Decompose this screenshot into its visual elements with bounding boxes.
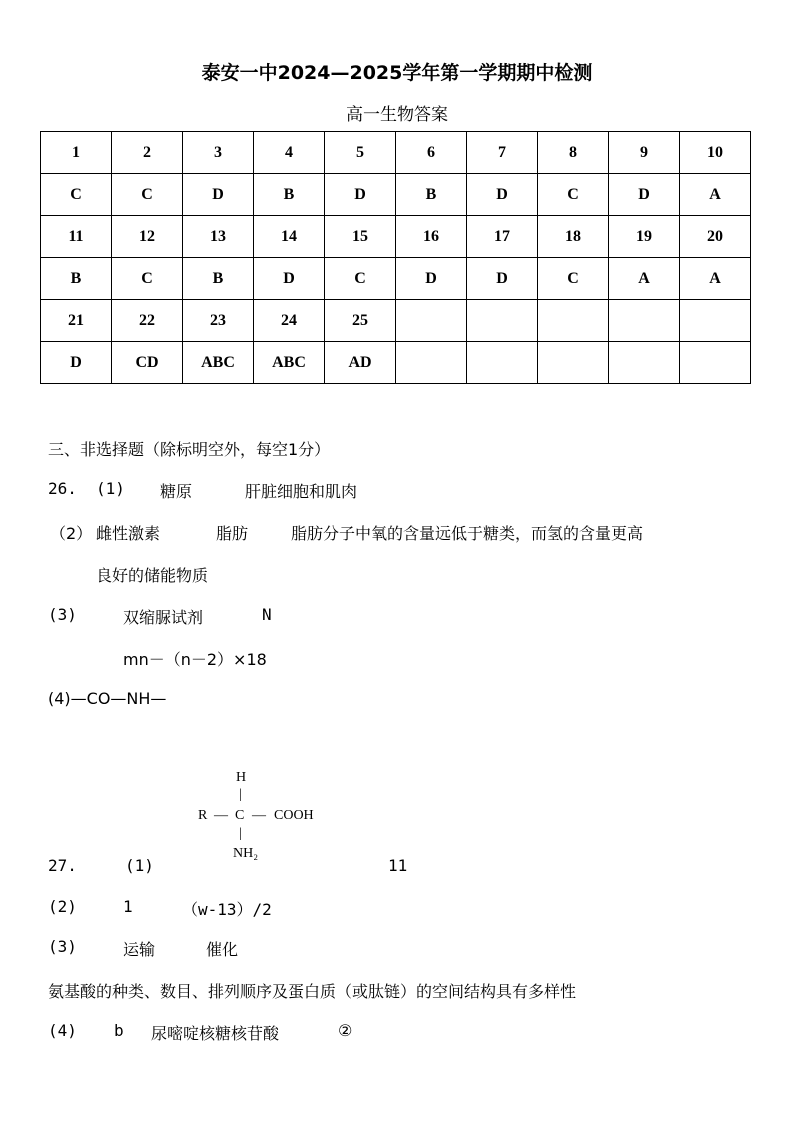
table-cell: 11	[41, 216, 112, 258]
table-cell: C	[112, 258, 183, 300]
page-title: 泰安一中2024—2025学年第一学期期中检测	[201, 62, 593, 84]
q27-part2-label: (2)	[48, 897, 77, 916]
table-cell: B	[41, 258, 112, 300]
table-cell: D	[325, 174, 396, 216]
q26-part3-answer3: mn－（n－2）×18	[123, 650, 267, 669]
table-row	[41, 300, 751, 342]
amino-acid-structure-formula	[196, 770, 336, 870]
table-cell	[609, 300, 680, 342]
table-cell: 19	[609, 216, 680, 258]
formula-bond-left: —	[214, 808, 228, 823]
table-cell: 15	[325, 216, 396, 258]
formula-r: R	[198, 808, 208, 823]
table-cell: A	[680, 258, 751, 300]
q27-part2-answer1: 1	[123, 897, 133, 916]
table-cell: 4	[254, 132, 325, 174]
table-row	[41, 258, 751, 300]
table-cell: 6	[396, 132, 467, 174]
table-cell: 8	[538, 132, 609, 174]
q26-part2-label: （2）	[50, 524, 93, 543]
q27-part3-answer2: 催化	[206, 940, 239, 959]
table-cell: C	[538, 174, 609, 216]
q26-part1-answer1: 糖原	[160, 482, 193, 501]
table-cell: 22	[112, 300, 183, 342]
q27-part2-answer2: （w-13）/2	[182, 900, 272, 919]
q27-part3-answer1: 运输	[123, 940, 156, 959]
table-cell	[396, 300, 467, 342]
table-cell: 17	[467, 216, 538, 258]
table-cell: 12	[112, 216, 183, 258]
table-cell: 14	[254, 216, 325, 258]
table-cell: D	[609, 174, 680, 216]
q26-part3-label: (3)	[48, 605, 77, 624]
table-cell: 20	[680, 216, 751, 258]
q26-part2-answer3: 脂肪分子中氧的含量远低于糖类，而氢的含量更高	[291, 524, 644, 543]
table-cell: C	[41, 174, 112, 216]
table-cell: D	[467, 174, 538, 216]
table-cell: 2	[112, 132, 183, 174]
q27-part1-answer2: 11	[388, 856, 408, 875]
table-row	[41, 342, 751, 384]
table-cell: C	[112, 174, 183, 216]
q26-part3-answer1: 双缩脲试剂	[123, 608, 204, 627]
table-cell: D	[41, 342, 112, 384]
table-cell: D	[467, 258, 538, 300]
table-cell: D	[183, 174, 254, 216]
formula-bond-right: —	[252, 808, 266, 823]
table-cell: C	[538, 258, 609, 300]
q27-number: 27.	[48, 856, 77, 875]
table-cell	[396, 342, 467, 384]
table-cell: AD	[325, 342, 396, 384]
table-cell	[680, 342, 751, 384]
table-cell: B	[396, 174, 467, 216]
table-cell: A	[609, 258, 680, 300]
formula-nh2: NH₂	[233, 846, 259, 861]
table-row	[41, 216, 751, 258]
q27-part3-answer3: 氨基酸的种类、数目、排列顺序及蛋白质（或肽链）的空间结构具有多样性	[48, 982, 577, 1001]
table-row	[41, 174, 751, 216]
table-cell: 10	[680, 132, 751, 174]
formula-cooh: COOH	[274, 808, 314, 823]
table-cell	[680, 300, 751, 342]
q27-part4-label: (4)	[48, 1021, 77, 1040]
formula-bond-top: |	[239, 787, 242, 802]
table-cell: 21	[41, 300, 112, 342]
q27-part4-answer2: 尿嘧啶核糖核苷酸	[151, 1024, 280, 1043]
section-heading: 三、非选择题（除标明空外，每空1分）	[48, 440, 331, 459]
table-cell	[538, 342, 609, 384]
table-cell: 18	[538, 216, 609, 258]
q27-part3-label: (3)	[48, 937, 77, 956]
table-cell: CD	[112, 342, 183, 384]
answer-table	[40, 131, 751, 384]
table-cell: ABC	[254, 342, 325, 384]
formula-h: H	[236, 770, 247, 785]
table-cell: ABC	[183, 342, 254, 384]
table-cell: 9	[609, 132, 680, 174]
formula-c: C	[235, 808, 245, 823]
formula-bond-bottom: |	[239, 826, 242, 841]
table-cell	[538, 300, 609, 342]
q26-part1-label: (1)	[96, 479, 125, 498]
table-cell: 7	[467, 132, 538, 174]
q26-part4: (4)—CO—NH—	[48, 689, 167, 708]
q27-part4-answer1: b	[114, 1021, 124, 1040]
page-subtitle: 高一生物答案	[346, 105, 448, 125]
q26-part2-answer2: 脂肪	[216, 524, 249, 543]
table-cell: 5	[325, 132, 396, 174]
q26-part2-answer1: 雌性激素	[96, 524, 161, 543]
table-cell: 3	[183, 132, 254, 174]
table-cell: D	[396, 258, 467, 300]
table-cell: D	[254, 258, 325, 300]
table-cell	[609, 342, 680, 384]
q26-part3-answer2: N	[262, 605, 272, 624]
q26-number: 26.	[48, 479, 77, 498]
table-cell: 1	[41, 132, 112, 174]
table-cell: B	[183, 258, 254, 300]
table-cell	[467, 342, 538, 384]
table-cell: 23	[183, 300, 254, 342]
table-cell: 25	[325, 300, 396, 342]
q27-part4-answer3: ②	[338, 1021, 353, 1040]
table-cell: B	[254, 174, 325, 216]
q27-part1-label: (1)	[125, 856, 154, 875]
table-cell: C	[325, 258, 396, 300]
table-cell: 24	[254, 300, 325, 342]
table-cell	[467, 300, 538, 342]
table-row	[41, 132, 751, 174]
table-cell: A	[680, 174, 751, 216]
q26-part2-continuation: 良好的储能物质	[96, 566, 209, 585]
table-cell: 16	[396, 216, 467, 258]
table-cell: 13	[183, 216, 254, 258]
q26-part1-answer2: 肝脏细胞和肌肉	[245, 482, 358, 501]
